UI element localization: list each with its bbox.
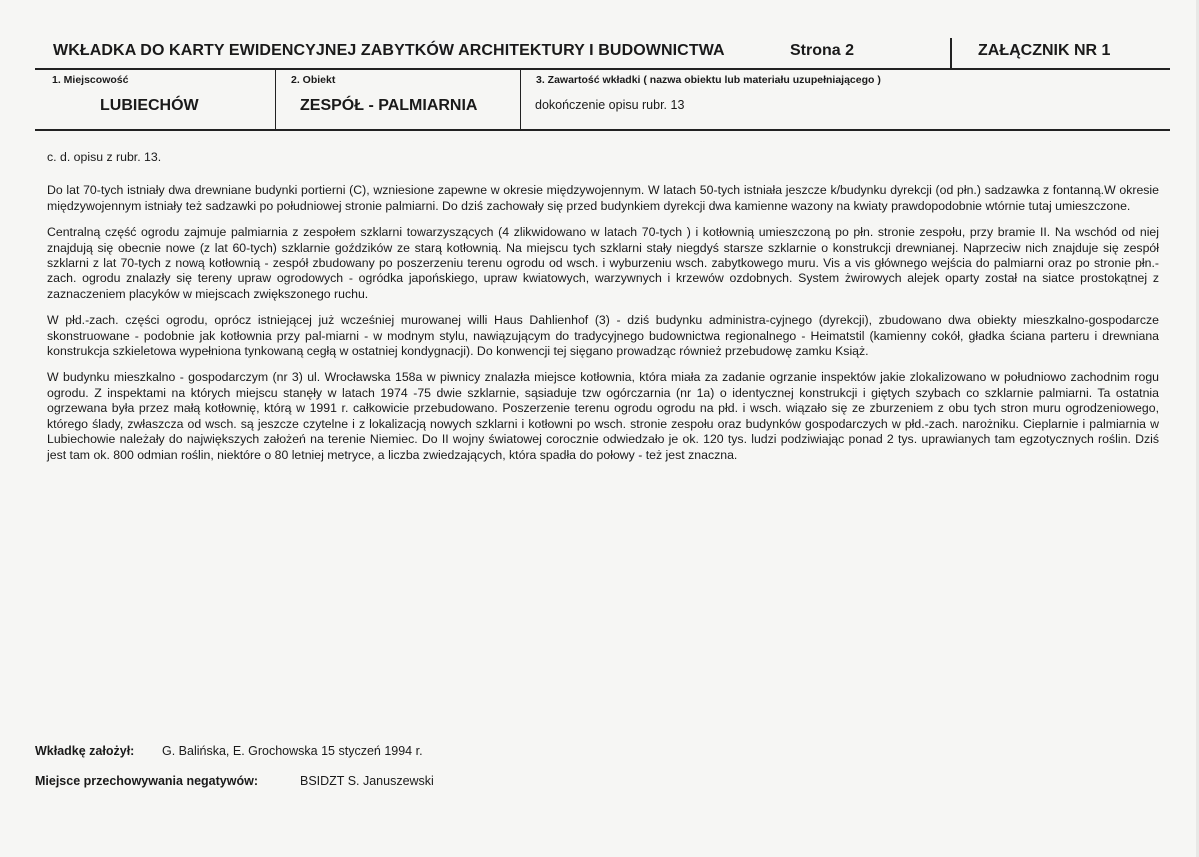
field-divider-2 [520,70,521,130]
description-body [47,150,1159,474]
description-intro: c. d. opisu z rubr. 13. [47,150,162,164]
annex-number: ZAŁĄCZNIK NR 1 [978,42,1111,59]
negatives-value: BSIDZT S. Januszewski [300,774,434,788]
description-paragraph: Centralną część ogrodu zajmuje palmiarnia z zespołem szklarni towarzyszących (4 zlikwidowano w latach 70-tych ) i kotłownią umieszczoną po płn. stronie zespołu, przy bramie II. Na wschód od niej znajdują się obecnie nowe (z lat 60-tych) szklarnie goździków ze starą kotłownią. Na miejscu tych szklarni stały niegdyś starsze szklarnie o konstrukcji drewnianej. Naprzeciw nich znajduje się zespół szklarni z lat 70-tych z nową kotłownią - zespół zbudowany po poszerzeniu terenu ogrodu od wsch. i wyburzeniu wsch. zabytkowego muru. Vis a vis głównego wejścia do palmiarni oraz po stronie płn.-zach. ogrodu znalazły się tereny upraw ogrodowych - ogródka japońskiego, upraw kwiatowych, warzywnych i krzewów ozdobnych. System żwirowych alejek oparty został na siatce prostokątnej z zaznaczeniem placyków w miejscach zwiększonego ruchu. [47,225,1159,301]
header-rule [35,68,1170,70]
form-title: WKŁADKA DO KARTY EWIDENCYJNEJ ZABYTKÓW ARCHITEKTURY I BUDOWNICTWA [53,42,725,59]
description-paragraph: W budynku mieszkalno - gospodarczym (nr 3) ul. Wrocławska 158a w piwnicy znalazła miejsce kotłownia, która miała za zadanie ogrzanie inspektów jakie zlokalizowano w południowo zachodnim rogu ogrodu. Z inspektami na których miejscu stanęły w latach 1974 -75 dwie szklarnie, sąsiaduje tzw ogórczarnia (nr 1a) o identycznej konstrukcji i giętych szybach co szklarnie palmiarni. Ta ostatnia ogrzewana była przez małą kotłownię, którą w 1991 r. całkowicie przebudowano. Poszerzenie terenu ogrodu ogrodu na płd. i wsch. wiązało się ze zburzeniem z obu tych stron muru ogrodzeniowego, którego ślady, zwłaszcza od wsch. są jeszcze czytelne i z lokalizacją nowych szklarni i kotłowni po wsch. stronie zespołu oraz budynków gospodarczych w płd.-zach. narożniku. Cieplarnie i palmiarnia w Lubiechowie należały do największych założeń na terenie Niemiec. Do II wojny światowej corocznie odwiedzało je ok. 120 tys. ludzi podziwiając ponad 2 tys. uprawianych tam egzotycznych roślin. Dziś jest tam ok. 800 odmian roślin, niektóre o 80 letniej metryce, a liczba zwiedzających, która spadła do połowy - też jest znaczna. [47,370,1159,462]
content-value: dokończenie opisu rubr. 13 [535,98,685,112]
locality-label: 1. Miejscowość [52,74,129,86]
content-label: 3. Zawartość wkładki ( nazwa obiektu lub materiału uzupełniającego ) [536,74,881,86]
author-label: Wkładkę założył: [35,744,135,758]
description-paragraph: W płd.-zach. części ogrodu, oprócz istniejącej już wcześniej murowanej willi Haus Dahlienhof (3) - dziś budynku administra-cyjnego (dyrekcji), zbudowano dwa obiekty mieszkalno-gospodarcze skonstruowane - podobnie jak kotłownia przy pal-miarni - w modnym stylu, nawiązującym do tradycyjnego budownictwa regionalnego - Heimatstil (kamienny cokół, gładka ściana parteru i drewniana konstrukcja szkieletowa wypełniona tynkowaną cegłą w ostatniej kondygnacji). Do konwencji tej sięgano prowadząc również przebudowę zamku Książ. [47,313,1159,359]
object-label: 2. Obiekt [291,74,336,86]
negatives-label: Miejsce przechowywania negatywów: [35,774,258,788]
author-value: G. Balińska, E. Grochowska 15 styczeń 1994 r. [162,744,423,758]
locality-value: LUBIECHÓW [100,97,199,114]
header-divider [950,38,952,68]
description-paragraph: Do lat 70-tych istniały dwa drewniane budynki portierni (C), wzniesione zapewne w okresie międzywojennym. W latach 50-tych istniała jeszcze k/budynku dyrekcji (od płn.) sadzawka z fontanną.W okresie międzywojennym istniały też sadzawki po południowej stronie palmiarni. Do dziś zachowały się przed budynkiem dyrekcji dwa kamienne wazony na kwiaty prawdopodobnie wtórnie tutaj umieszczone. [47,183,1159,213]
fields-rule [35,129,1170,131]
field-divider-1 [275,70,276,130]
page-number: Strona 2 [790,42,855,59]
object-value: ZESPÓŁ - PALMIARNIA [300,97,478,114]
